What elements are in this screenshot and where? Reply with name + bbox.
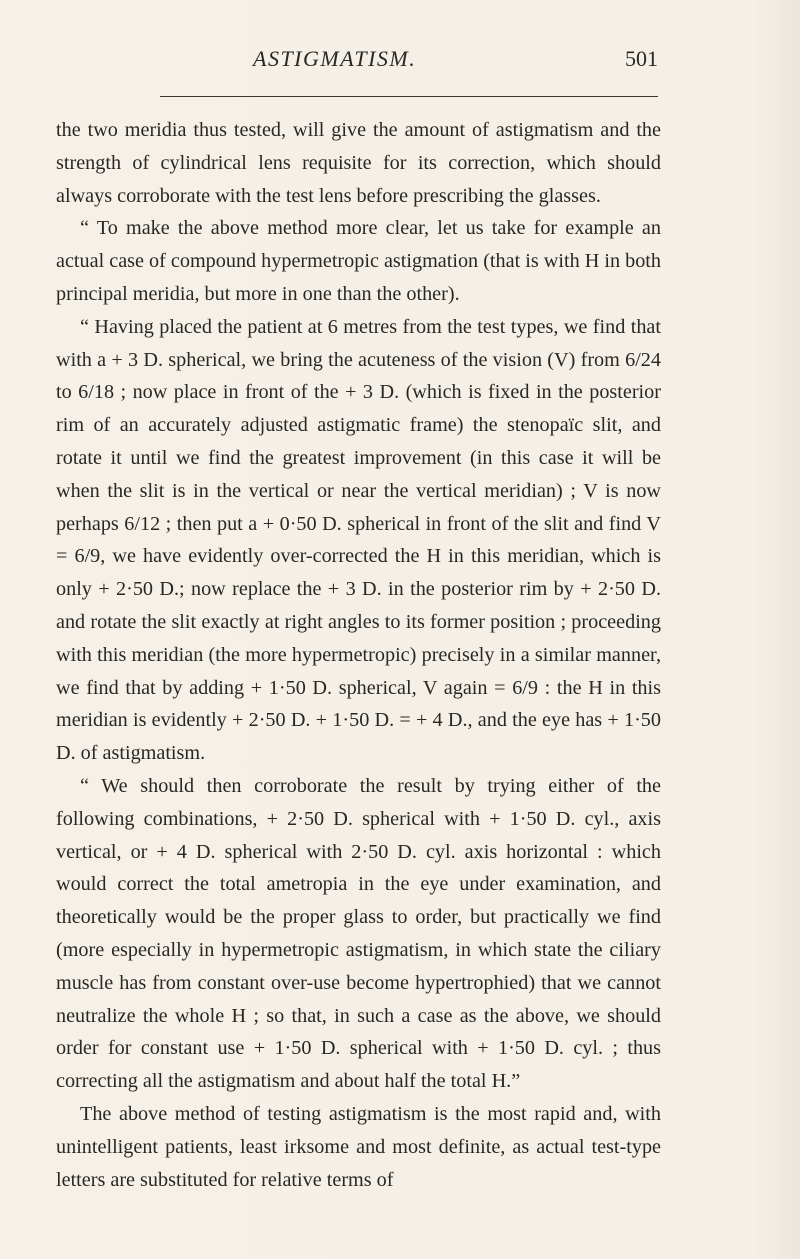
paragraph: “ To make the above method more clear, let us take for example an actual case of compound hypermetropic astigmation (that is with H in both principal meridia, but more in one than the other).	[56, 217, 661, 305]
header-rule	[160, 96, 658, 97]
paragraph: The above method of testing astigmatism is the most rapid and, with unintelligent patients, least irksome and most definite, as actual test-type letters are substituted for relative terms of	[56, 1102, 661, 1191]
paragraph: “ Having placed the patient at 6 metres from the test types, we find that with a + 3 D. spherical, we bring the acuteness of the vision (V) from 6/24 to 6/18 ; now place in front of the + 3 D. (which is fixed in the posterior rim of an accurately adjusted astigmatic frame) the stenopaïc slit, and rotate it until we find the greatest improvement (in this case it will be when the slit is in the vertical or near the vertical meridian) ; V is now perhaps 6/12 ; then put a + 0·50 D. spherical in front of the slit and find V = 6/9, we have evidently over-corrected the H in this meridian, which is only + 2·50 D.; now replace the + 3 D. in the posterior rim by + 2·50 D. and rotate the slit exactly at right angles to its former position ; proceeding with this meridian (the more hypermetropic) precisely in a similar manner, we find that by adding + 1·50 D. spherical, V again = 6/9 : the H in this meridian is evidently + 2·50 D. + 1·50 D. = + 4 D., and the eye has + 1·50 D. of astigmatism.	[56, 315, 661, 765]
page-number: 501	[625, 46, 658, 71]
paragraph: the two meridia thus tested, will give the amount of astigmatism and the strength of cylindrical lens requisite for its correction, which should always corroborate with the test lens before prescribing the glasses.	[56, 119, 661, 207]
body-text	[56, 114, 661, 1196]
page-header	[253, 46, 658, 86]
running-title: ASTIGMATISM.	[253, 46, 417, 71]
paragraph: “ We should then corroborate the result by trying either of the following combinations, + 2·50 D. spherical with + 1·50 D. cyl., axis vertical, or + 4 D. spherical with 2·50 D. cyl. axis horizontal : which would correct the total ametropia in the eye under examination, and theoretically would be the proper glass to order, but practically we find (more especially in hypermetropic astigmatism, in which state the ciliary muscle has from constant over-use become hypertrophied) that we cannot neutralize the whole H ; so that, in such a case as the above, we should order for constant use + 1·50 D. spherical with + 1·50 D. cyl. ; thus correcting all the astigmatism and about half the total H.”	[56, 774, 661, 1093]
